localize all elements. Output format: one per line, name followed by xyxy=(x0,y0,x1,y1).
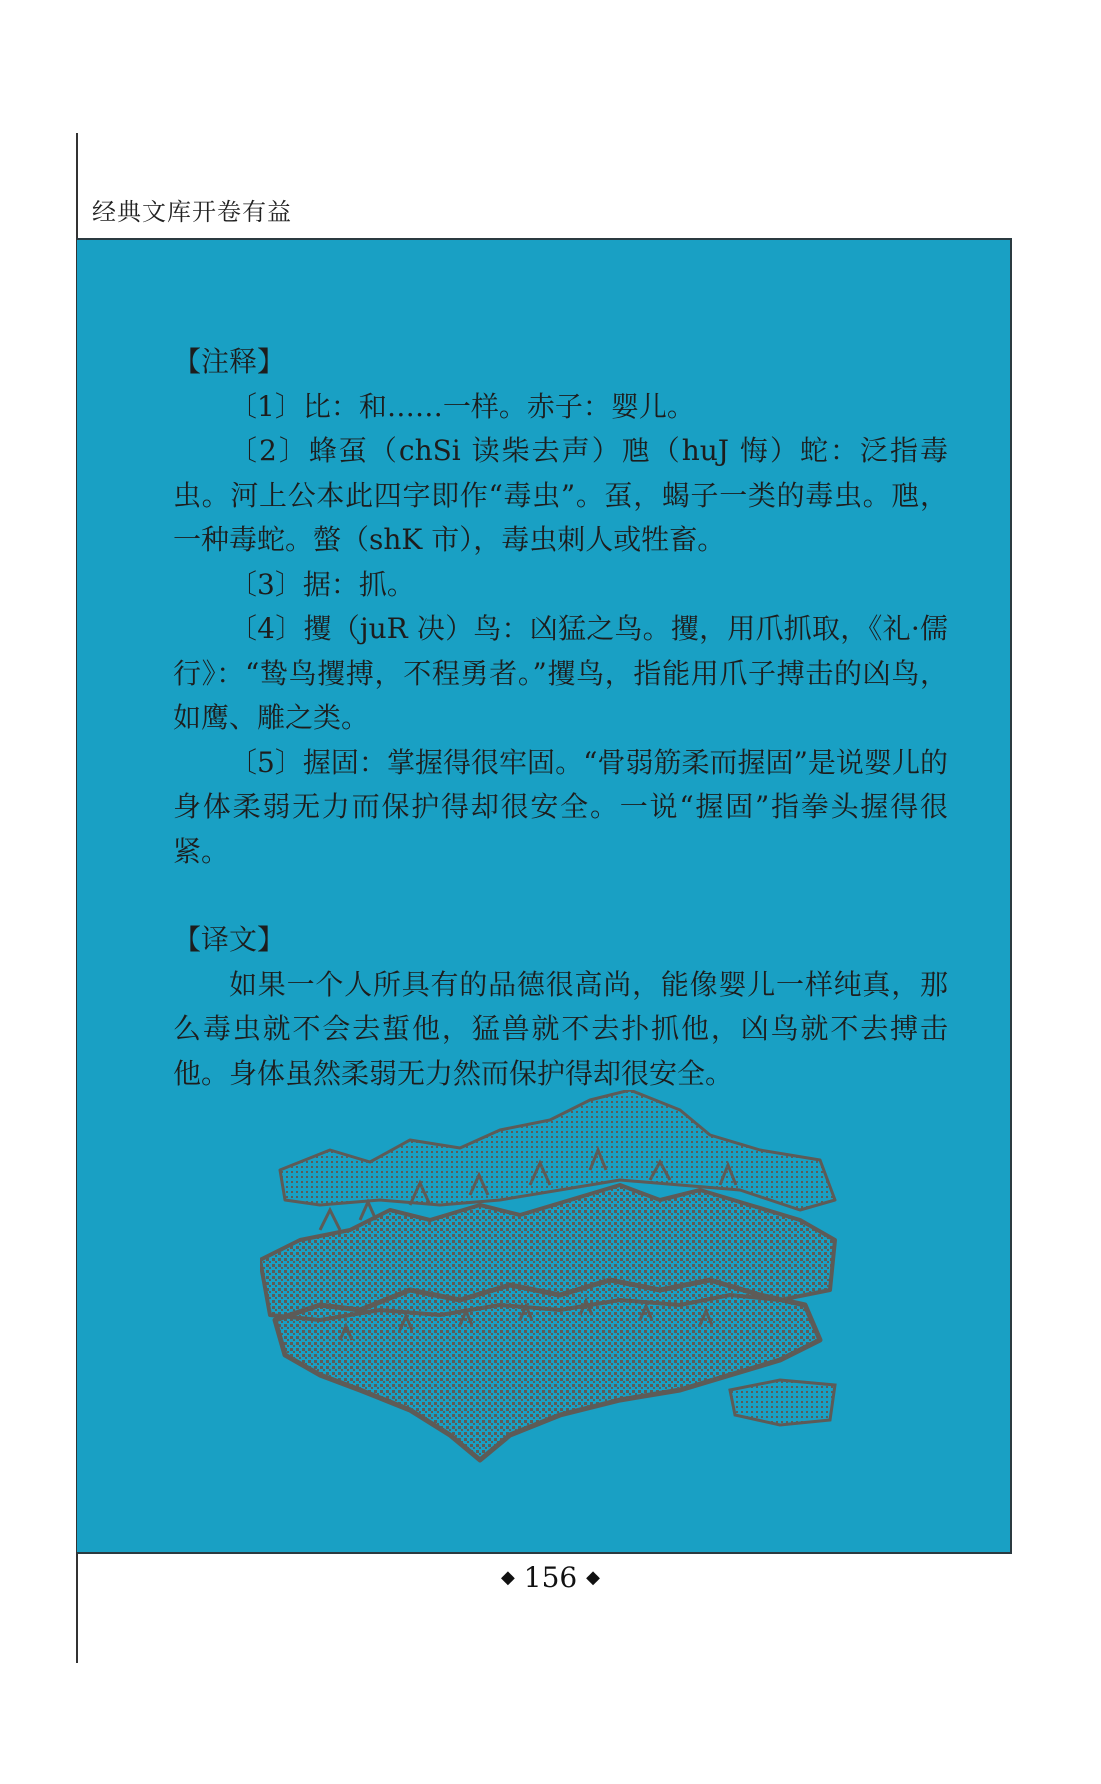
section-gap xyxy=(173,874,948,918)
diamond-left-icon: ◆ xyxy=(501,1567,515,1588)
page-number: 156 xyxy=(523,1561,578,1594)
note-item-3: 〔3〕据：抓。 xyxy=(229,567,415,601)
note-item-4: 〔4〕攫（juR 决）鸟：凶猛之鸟。攫，用爪抓取，《礼·儒行》：“鸷鸟攫搏，不程勇者。”攫鸟，指能用爪子搏击的凶鸟，如鹰、雕之类。 xyxy=(173,612,948,734)
note-item-5: 〔5〕握固：掌握得很牢固。“骨弱筋柔而握固”是说婴儿的身体柔弱无力而保护得却很安全。一说“握固”指拳头握得很紧。 xyxy=(173,745,948,868)
running-head: 经典文库开卷有益 xyxy=(92,198,292,226)
text-body xyxy=(173,340,948,1096)
translation-text: 如果一个人所具有的品德很高尚，能像婴儿一样纯真，那么毒虫就不会去蜇他，猛兽就不去扑抓他，凶鸟就不去搏击他。身体虽然柔弱无力然而保护得却很安全。 xyxy=(173,967,948,1090)
mountain-landscape-illustration xyxy=(260,1090,840,1470)
shore-mist xyxy=(730,1380,835,1425)
content-panel xyxy=(77,238,1012,1554)
far-peaks xyxy=(280,1090,835,1210)
page-number-footer xyxy=(0,1561,1101,1594)
translation-heading: 【译文】 xyxy=(173,923,286,956)
notes-heading: 【注释】 xyxy=(173,345,286,378)
note-item-2: 〔2〕蜂虿（chSi 读柴去声）虺（huJ 悔）蛇：泛指毒虫。河上公本此四字即作“毒虫”。虿，蝎子一类的毒虫。虺，一种毒蛇。螫（shK 市），毒虫刺人或牲畜。 xyxy=(173,434,948,556)
diamond-right-icon: ◆ xyxy=(586,1567,600,1588)
note-item-1: 〔1〕比：和……一样。赤子：婴儿。 xyxy=(229,389,695,423)
